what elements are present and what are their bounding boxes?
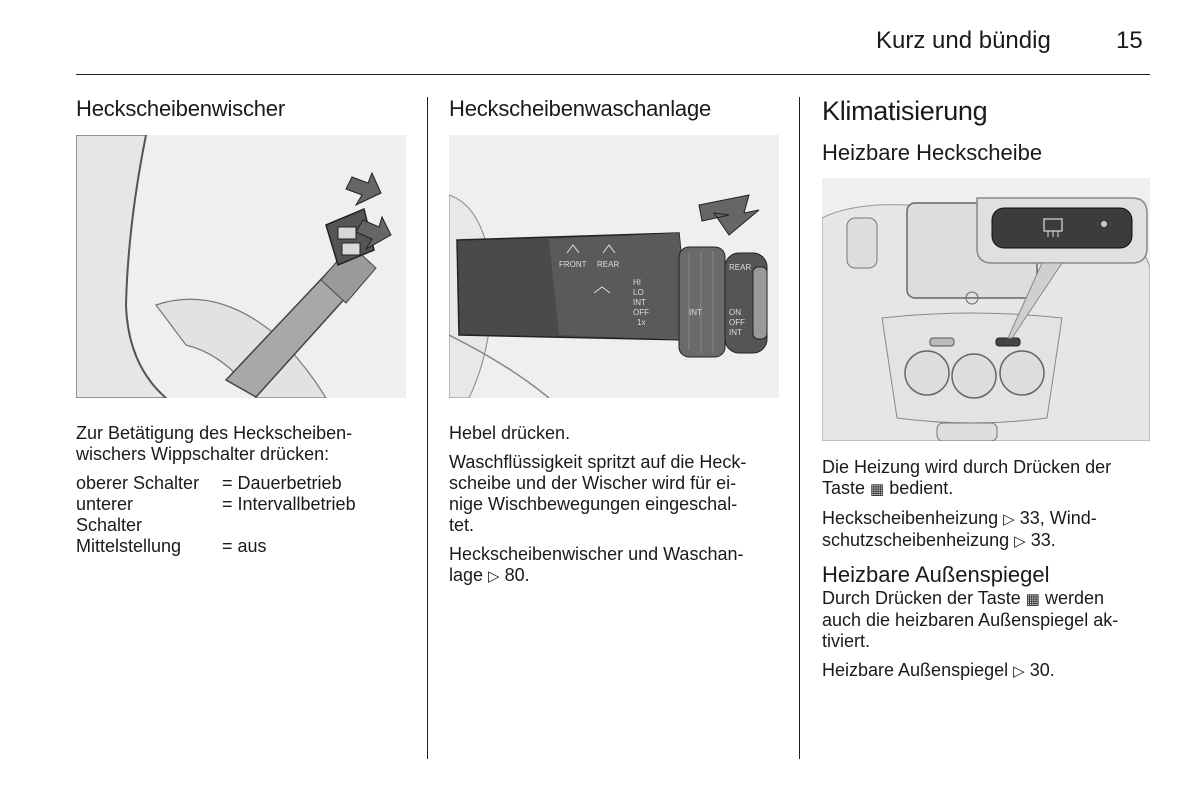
paragraph-line: Heckscheibenwischer und Waschan- <box>449 544 744 564</box>
section-heading: Heizbare Außenspiegel <box>822 562 1050 587</box>
intro-text-line: Zur Betätigung des Heckscheiben- <box>76 423 353 443</box>
table-key: Mittelstellung <box>76 536 182 556</box>
label-on: ON <box>729 308 741 317</box>
page-reference-link[interactable]: 33, Wind- <box>1019 508 1097 528</box>
paragraph-line: scheibe und der Wischer wird für ei- <box>449 473 737 493</box>
paragraph-line: Die Heizung wird durch Drücken der <box>822 457 1112 477</box>
text: schutzscheibenheizung <box>822 530 1010 550</box>
table-value: = aus <box>222 536 267 556</box>
paragraph-line: tet. <box>449 515 475 535</box>
text: Durch Drücken der Taste <box>822 588 1021 608</box>
paragraph-line: Waschflüssigkeit spritzt auf die Heck- <box>449 452 747 472</box>
table-key: oberer Schalter <box>76 473 200 493</box>
label-int-ring: INT <box>689 308 702 317</box>
label-off-knob: OFF <box>729 318 745 327</box>
paragraph-line <box>822 588 1152 610</box>
paragraph-line <box>822 660 1152 682</box>
label-off: OFF <box>633 308 649 317</box>
text: Heizbare Außenspiegel <box>822 660 1009 680</box>
label-1x: 1x <box>637 318 646 327</box>
table-value: = Intervallbetrieb <box>222 494 356 514</box>
table-row <box>76 494 356 536</box>
table-row <box>76 473 356 494</box>
table-value: = Dauerbetrieb <box>222 473 342 493</box>
section-rear-wiper <box>76 96 406 557</box>
section-climate <box>822 96 1152 690</box>
paragraph-line <box>449 565 779 587</box>
section-rear-washer <box>449 96 779 595</box>
paragraph: Hebel drücken. <box>449 423 571 443</box>
section-heading: Heckscheibenwischer <box>76 96 285 121</box>
label-rear-knob: REAR <box>729 263 752 272</box>
label-rear: REAR <box>597 260 620 269</box>
column-divider-2 <box>799 97 800 759</box>
reference-arrow-icon: ▷ <box>488 568 500 585</box>
section-heading: Heckscheibenwaschanlage <box>449 96 712 121</box>
text: Taste <box>822 478 866 498</box>
washer-stalk-illustration <box>449 135 779 398</box>
table-row <box>76 536 356 557</box>
text: Heckscheibenheizung <box>822 508 999 528</box>
rear-window-heater-icon: ▦ <box>1025 591 1040 608</box>
page-reference-link[interactable]: 30. <box>1029 660 1055 680</box>
page-number: 15 <box>1116 27 1143 54</box>
label-int-knob: INT <box>729 328 742 337</box>
climate-panel-illustration <box>822 178 1150 441</box>
reference-arrow-icon: ▷ <box>1003 511 1015 528</box>
paragraph-line: tiviert. <box>822 631 871 651</box>
column-divider-1 <box>427 97 428 759</box>
label-int: INT <box>633 298 646 307</box>
ref-text: lage <box>449 565 484 585</box>
page-reference-link[interactable]: 80. <box>504 565 530 585</box>
header-divider <box>76 74 1150 75</box>
paragraph-line <box>822 478 1152 500</box>
text: bedient. <box>889 478 954 498</box>
table-key: unterer Schalter <box>76 494 143 535</box>
page-reference-link[interactable]: 33. <box>1030 530 1056 550</box>
label-front: FRONT <box>559 260 587 269</box>
label-hi: HI <box>633 278 641 287</box>
label-lo: LO <box>633 288 644 297</box>
rear-window-heater-icon: ▦ <box>870 481 885 498</box>
paragraph-line: auch die heizbaren Außenspiegel ak- <box>822 610 1119 630</box>
switch-position-table <box>76 473 356 557</box>
reference-arrow-icon: ▷ <box>1013 663 1025 680</box>
running-header-title: Kurz und bündig <box>876 27 1051 54</box>
section-heading: Heizbare Heckscheibe <box>822 140 1043 165</box>
intro-text-line: wischers Wippschalter drücken: <box>76 444 330 464</box>
rear-wiper-stalk-illustration <box>76 135 406 398</box>
reference-arrow-icon: ▷ <box>1014 533 1026 550</box>
paragraph-line <box>822 508 1152 530</box>
paragraph-line: nige Wischbewegungen eingeschal- <box>449 494 738 514</box>
paragraph-line <box>822 530 1152 552</box>
text: werden <box>1044 588 1105 608</box>
chapter-title: Klimatisierung <box>822 96 988 126</box>
